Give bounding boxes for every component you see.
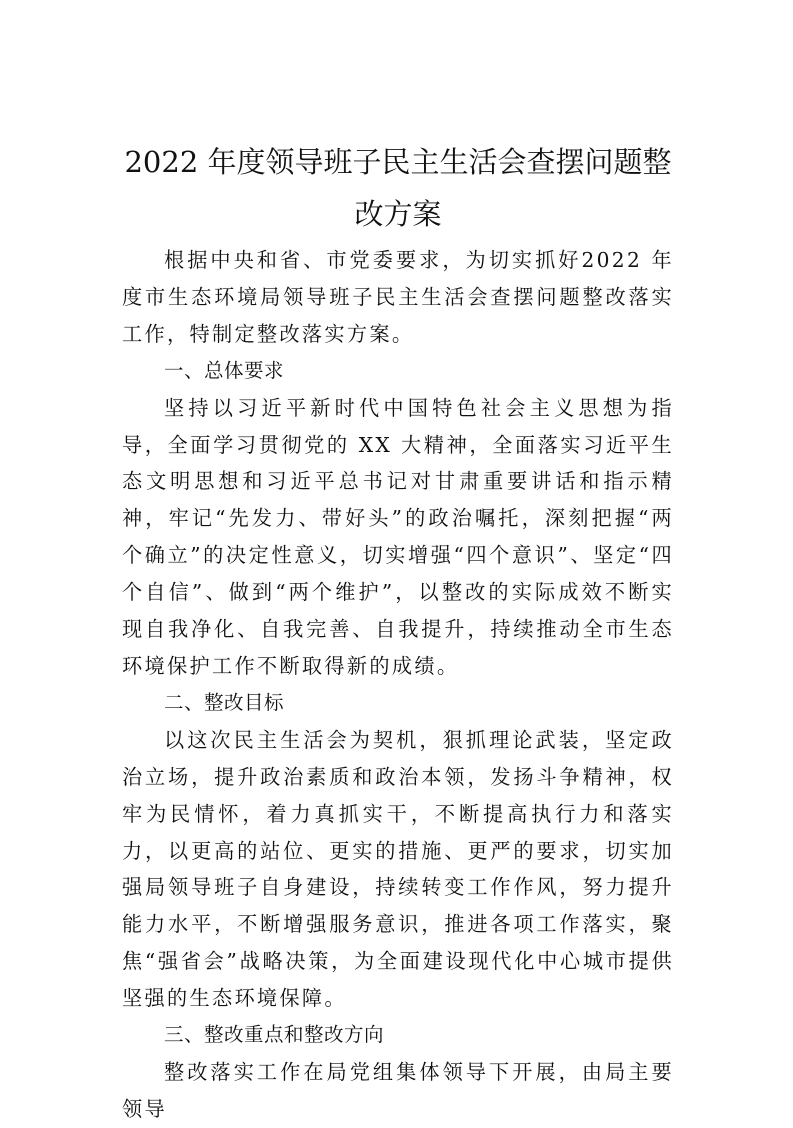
section-body-overall-requirements: 坚持以习近平新时代中国特色社会主义思想为指导，全面学习贯彻党的 XX 大精神，全面落实习近平生态文明思想和习近平总书记对甘肃重要讲话和指示精神，牢记“先发力、带好头”的政治嘱托，深刻把握“两个确立”的决定性意义，切实增强“四个意识”、坚定“四个自信”、做到“两个维护”，以整改的实际成效不断实现自我净化、自我完善、自我提升，持续推动全市生态环境保护工作不断取得新的成绩。	[122, 395, 674, 678]
section-body-focus-and-direction: 整改落实工作在局党组集体领导下开展，由局主要领导	[122, 1059, 674, 1121]
intro-paragraph: 根据中央和省、市党委要求，为切实抓好2022 年度市生态环境局领导班子民主生活会查摆问题整改落实工作，特制定整改落实方案。	[122, 248, 674, 346]
section-heading-rectification-goals: 二、整改目标	[164, 690, 285, 714]
section-heading-focus-and-direction: 三、整改重点和整改方向	[164, 1023, 385, 1047]
section-body-rectification-goals: 以这次民主生活会为契机，狠抓理论武装，坚定政治立场，提升政治素质和政治本领，发扬斗争精神，权牢为民情怀，着力真抓实干，不断提高执行力和落实力，以更高的站位、更实的措施、更严的要求，切实加强局领导班子自身建设，持续转变工作作风，努力提升能力水平，不断增强服务意识，推进各项工作落实，聚焦“强省会”战略决策，为全面建设现代化中心城市提供坚强的生态环境保障。	[122, 727, 674, 1011]
document-body	[122, 242, 674, 1128]
section-heading-overall-requirements: 一、总体要求	[164, 358, 285, 382]
document-title-line-2: 改方案	[354, 197, 442, 231]
document-title-line-1: 2022 年度领导班子民主生活会查摆问题整	[124, 145, 672, 179]
